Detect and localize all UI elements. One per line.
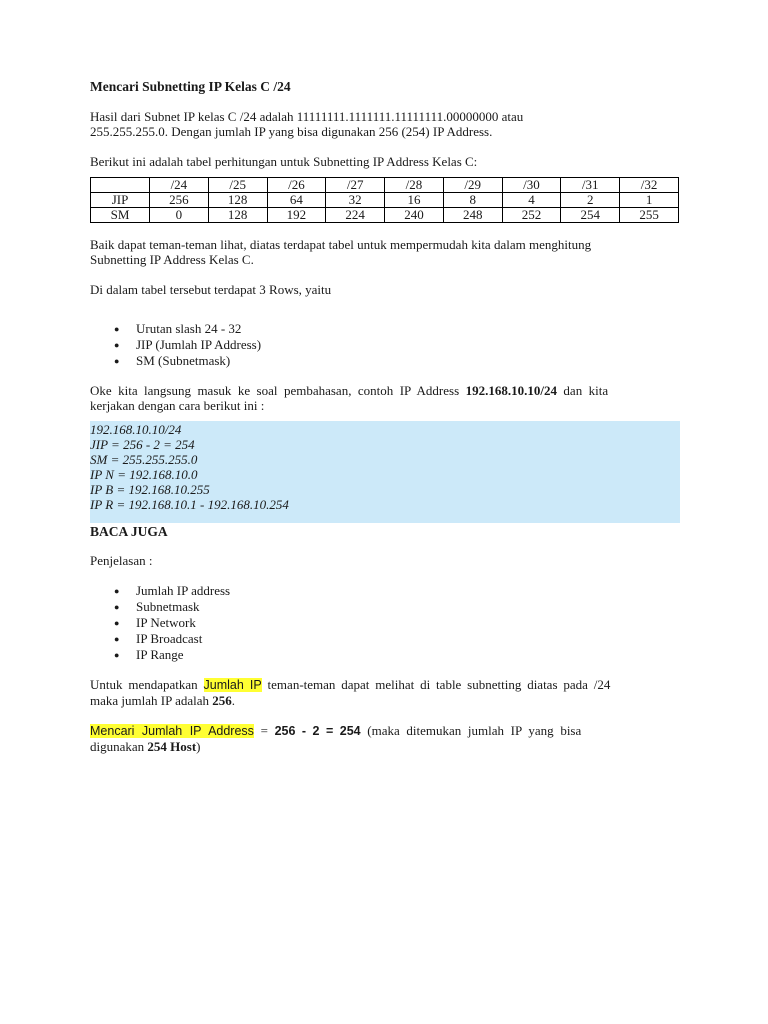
list-item (90, 353, 680, 369)
list-item (90, 599, 680, 615)
mencari-line-1 (90, 723, 680, 739)
bullet-icon: ● (114, 340, 120, 350)
table-cell: JIP (91, 193, 150, 208)
table-cell: 248 (443, 208, 502, 223)
mencari-line-2 (90, 739, 201, 754)
table-cell: /28 (385, 178, 444, 193)
mencari-formula: 256 - 2 = 254 (274, 724, 361, 738)
jumlah-line-2 (90, 693, 235, 708)
table-cell: 4 (502, 193, 561, 208)
list-item-text: Subnetmask (136, 599, 200, 614)
table-intro: Berikut ini adalah tabel perhitungan untuk Subnetting IP Address Kelas C: (90, 154, 478, 169)
bullet-icon: ● (114, 634, 120, 644)
table-cell: 128 (208, 193, 267, 208)
list-item (90, 615, 680, 631)
table-cell: 0 (150, 208, 209, 223)
mencari-equals: = (253, 723, 275, 738)
after-table-line-2: Subnetting IP Address Kelas C. (90, 252, 254, 267)
mencari-line2-text: digunakan (90, 739, 148, 754)
page-title: Mencari Subnetting IP Kelas C /24 (90, 79, 291, 94)
intro-line-2: 255.255.255.0. Dengan jumlah IP yang bisa digunakan 256 (254) IP Address. (90, 124, 493, 139)
table-cell: 256 (150, 193, 209, 208)
bullet-icon: ● (114, 586, 120, 596)
table-cell: 128 (208, 208, 267, 223)
example-ip: 192.168.10.10/24 (465, 383, 557, 398)
table-cell (91, 178, 150, 193)
baca-juga-link[interactable]: BACA JUGA (90, 524, 168, 539)
table-cell: 16 (385, 193, 444, 208)
table-cell: /30 (502, 178, 561, 193)
list-item-text: JIP (Jumlah IP Address) (136, 337, 262, 352)
after-table-line-1: Baik dapat teman-teman lihat, diatas terdapat tabel untuk mempermudah kita dalam menghitung (90, 237, 592, 252)
document-page (90, 79, 680, 754)
jumlah-text-after: teman-teman dapat melihat di table subnetting diatas pada /24 (261, 677, 611, 692)
intro-paragraph (90, 109, 680, 139)
code-line: JIP = 256 - 2 = 254 (90, 437, 195, 452)
list-item-text: IP Range (136, 647, 184, 662)
example-text-after: dan kita (556, 383, 609, 398)
table-cell: 1 (620, 193, 679, 208)
table-header-row (91, 178, 679, 193)
jumlah-value: 256 (212, 693, 232, 708)
table-cell: /27 (326, 178, 385, 193)
table-row (91, 208, 679, 223)
list-item (90, 583, 680, 599)
bullet-icon: ● (114, 602, 120, 612)
bullet-icon: ● (114, 650, 120, 660)
list-item (90, 647, 680, 663)
mencari-line2-end: ) (196, 739, 201, 754)
jumlah-text: Untuk mendapatkan (90, 677, 204, 692)
table-cell: 2 (561, 193, 620, 208)
bullet-icon: ● (114, 356, 120, 366)
table-cell: /31 (561, 178, 620, 193)
table-cell: 32 (326, 193, 385, 208)
table-cell: 8 (443, 193, 502, 208)
penjelasan-list (90, 583, 680, 663)
example-text: Oke kita langsung masuk ke soal pembahasan, contoh IP Address (90, 383, 466, 398)
code-line: 192.168.10.10/24 (90, 422, 182, 437)
example-line-2: kerjakan dengan cara berikut ini : (90, 398, 265, 413)
jumlah-line2-text: maka jumlah IP adalah (90, 693, 213, 708)
intro-line-1: Hasil dari Subnet IP kelas C /24 adalah 11111111.1111111.11111111.00000000 atau (90, 109, 524, 124)
code-line: IP N = 192.168.10.0 (90, 467, 198, 482)
table-cell: SM (91, 208, 150, 223)
list-item (90, 337, 680, 353)
list-item-text: Urutan slash 24 - 32 (136, 321, 242, 336)
example-line-1 (90, 383, 680, 398)
code-block (90, 421, 680, 523)
table-cell: /29 (443, 178, 502, 193)
table-cell: 192 (267, 208, 326, 223)
mencari-highlight: Mencari Jumlah IP Address (90, 724, 254, 738)
rows-list (90, 321, 680, 369)
table-cell: /24 (150, 178, 209, 193)
jumlah-ip-highlight: Jumlah IP (203, 678, 262, 692)
table-cell: /25 (208, 178, 267, 193)
list-item-text: SM (Subnetmask) (136, 353, 231, 368)
table-cell: 252 (502, 208, 561, 223)
jumlah-line2-end: . (231, 693, 236, 708)
table-cell: 224 (326, 208, 385, 223)
bullet-icon: ● (114, 324, 120, 334)
list-item-text: IP Network (136, 615, 196, 630)
list-item (90, 321, 680, 337)
list-item-text: Jumlah IP address (136, 583, 231, 598)
penjelasan-heading: Penjelasan : (90, 553, 153, 568)
mencari-host-value: 254 Host (147, 739, 197, 754)
list-item-text: IP Broadcast (136, 631, 203, 646)
bullet-icon: ● (114, 618, 120, 628)
table-cell: /32 (620, 178, 679, 193)
example-paragraph (90, 383, 680, 413)
code-line: IP B = 192.168.10.255 (90, 482, 210, 497)
table-cell: 255 (620, 208, 679, 223)
after-table-paragraph (90, 237, 680, 267)
jumlah-line-1 (90, 677, 680, 693)
code-line: IP R = 192.168.10.1 - 192.168.10.254 (90, 497, 289, 512)
table-row (91, 193, 679, 208)
mencari-paragraph (90, 723, 680, 754)
jumlah-ip-paragraph (90, 677, 680, 708)
subnet-table (90, 177, 679, 223)
code-line: SM = 255.255.255.0 (90, 452, 198, 467)
table-cell: /26 (267, 178, 326, 193)
table-cell: 254 (561, 208, 620, 223)
table-cell: 64 (267, 193, 326, 208)
rows-intro: Di dalam tabel tersebut terdapat 3 Rows, yaitu (90, 282, 332, 297)
mencari-text-after: (maka ditemukan jumlah IP yang bisa (360, 723, 582, 738)
list-item (90, 631, 680, 647)
table-cell: 240 (385, 208, 444, 223)
